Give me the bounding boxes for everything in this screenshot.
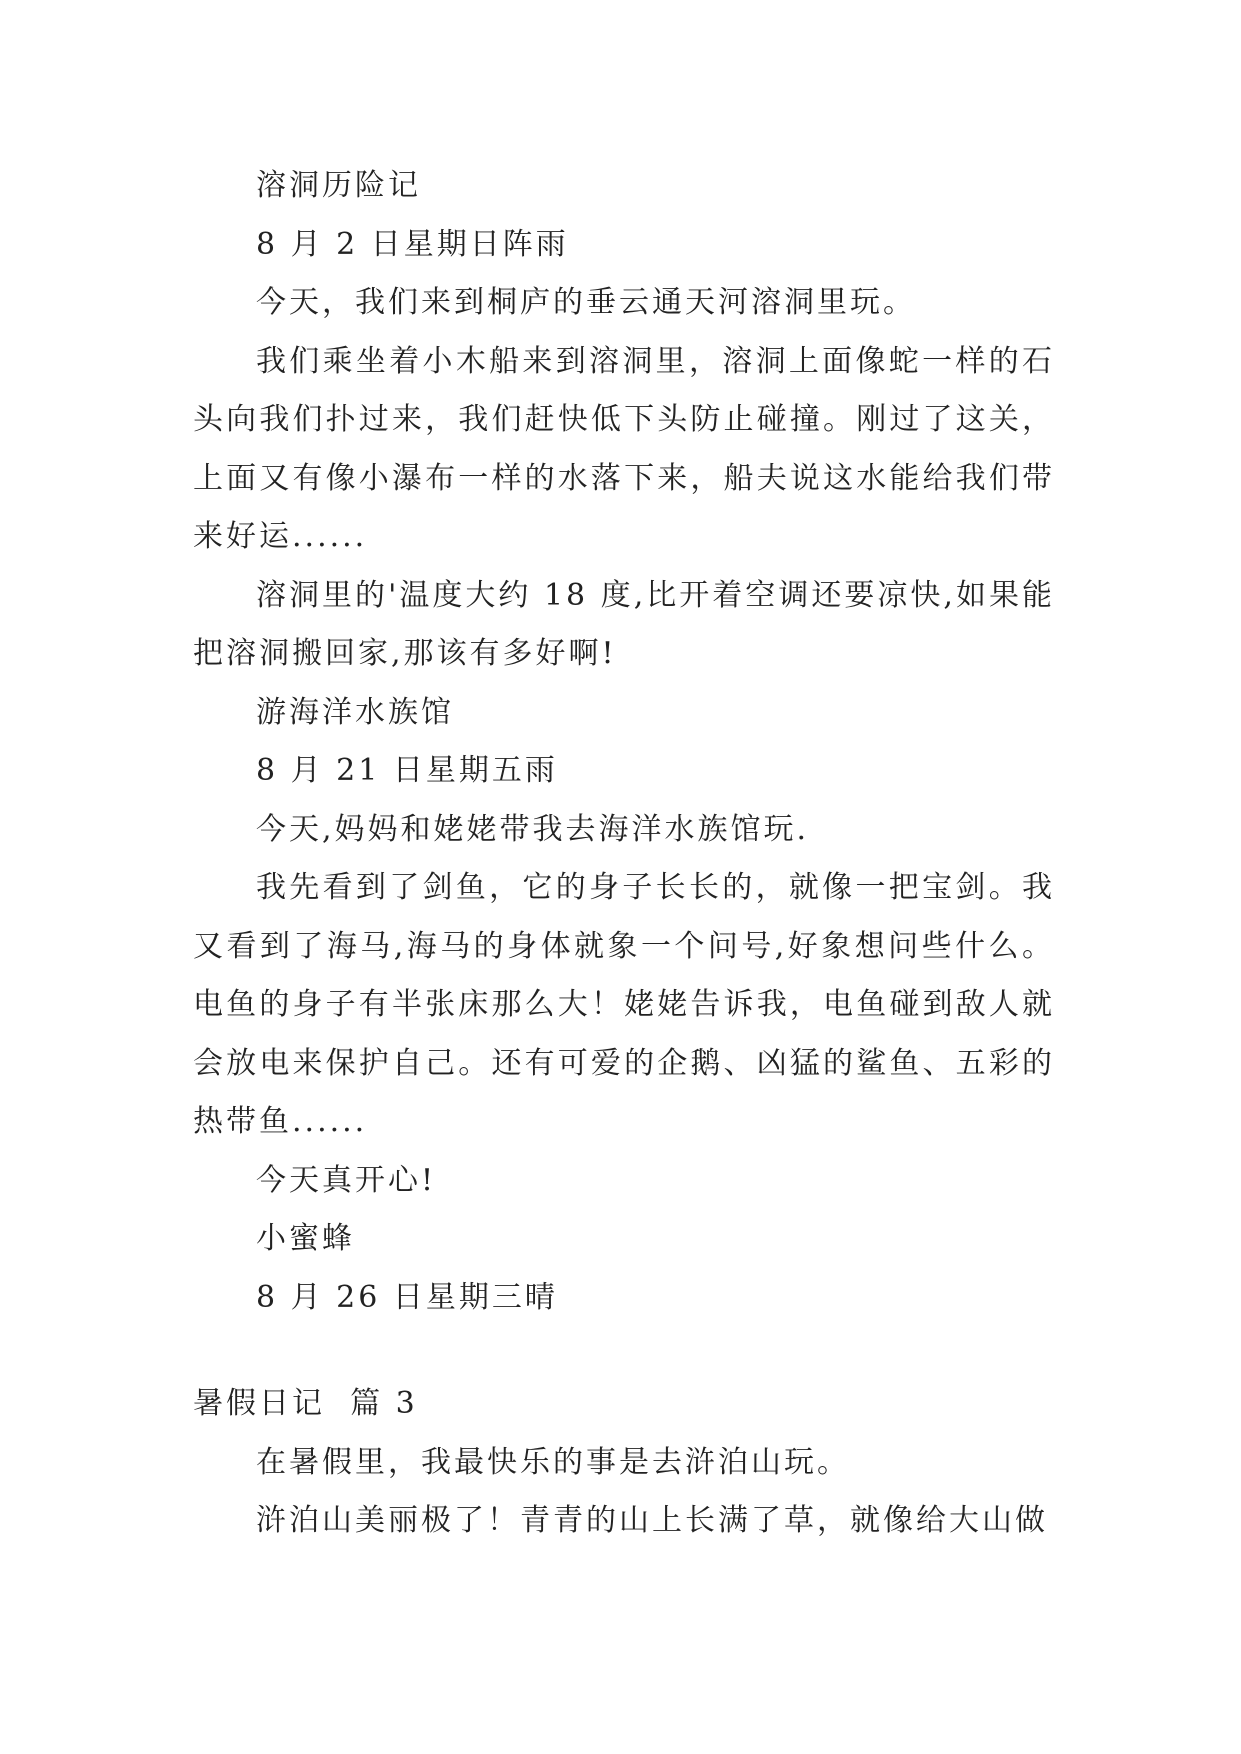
paragraph: 溶洞里的'温度大约 18 度,比开着空调还要凉快,如果能把溶洞搬回家,那该有多好啊! <box>193 577 1055 671</box>
entry-title-cave: 溶洞历险记 <box>256 168 421 203</box>
paragraph: 我先看到了剑鱼，它的身子长长的，就像一把宝剑。我又看到了海马,海马的身体就象一个问号,好象想问些什么。电鱼的身子有半张床那么大！姥姥告诉我，电鱼碰到敌人就会放电来保护自己。还有可爱的企鹅、凶猛的鲨鱼、五彩的热带鱼...... <box>193 870 1055 1139</box>
entry-date-cave: 8 月 2 日星期日阵雨 <box>256 226 569 262</box>
entry-date-aquarium: 8 月 21 日星期五雨 <box>256 753 558 788</box>
section-heading: 暑假日记 篇 3 <box>193 1386 418 1421</box>
document-body <box>193 157 1055 1551</box>
paragraph: 在暑假里，我最快乐的事是去浒泊山玩。 <box>256 1444 850 1480</box>
paragraph: 今天，我们来到桐庐的垂云通天河溶洞里玩。 <box>256 285 916 320</box>
section-spacer <box>193 1327 1055 1375</box>
paragraph: 浒泊山美丽极了！青青的山上长满了草，就像给大山做 <box>256 1503 1048 1538</box>
entry-title-bee: 小蜜蜂 <box>256 1221 355 1256</box>
entry-date-bee: 8 月 26 日星期三晴 <box>256 1279 558 1315</box>
paragraph: 今天,妈妈和姥姥带我去海洋水族馆玩. <box>256 811 810 847</box>
paragraph: 今天真开心! <box>256 1162 437 1198</box>
paragraph: 我们乘坐着小木船来到溶洞里，溶洞上面像蛇一样的石头向我们扑过来，我们赶快低下头防止碰撞。刚过了这关，上面又有像小瀑布一样的水落下来，船夫说这水能给我们带来好运...... <box>193 343 1055 554</box>
entry-title-aquarium: 游海洋水族馆 <box>256 694 454 730</box>
